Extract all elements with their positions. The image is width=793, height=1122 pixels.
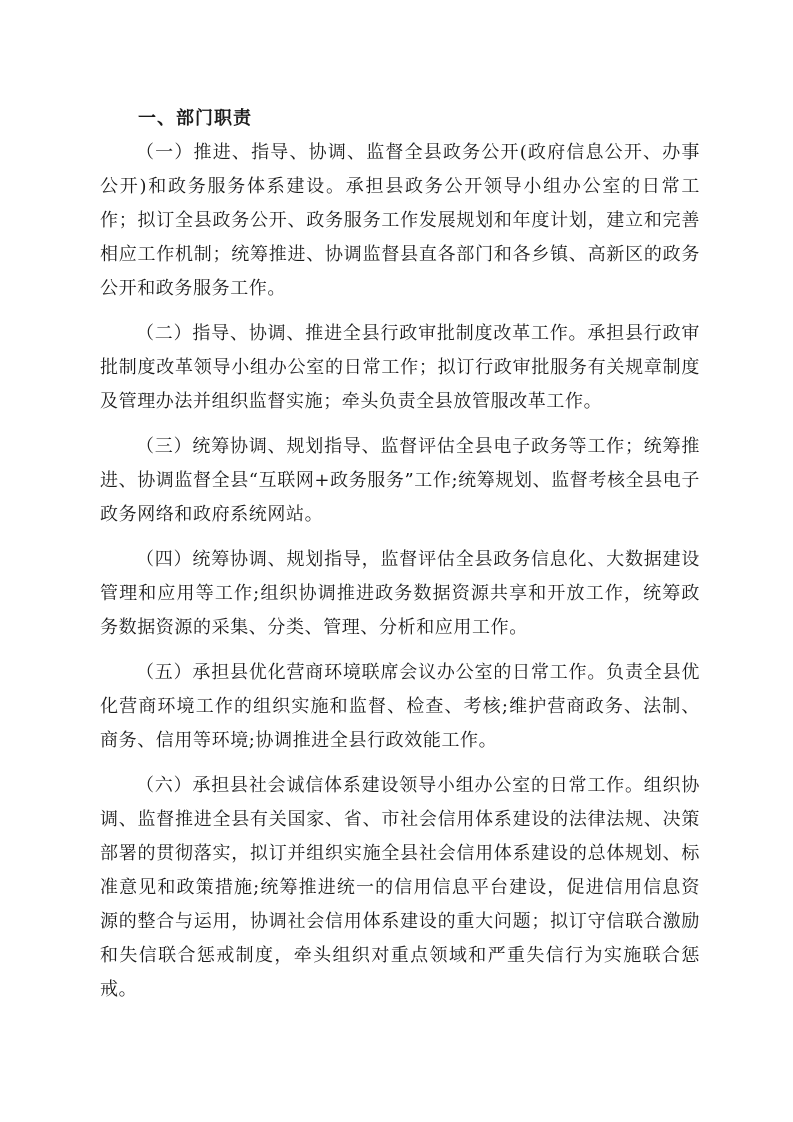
document-page [100, 102, 700, 1018]
paragraph-2: （二）指导、协调、推进全县行政审批制度改革工作。承担县行政审批制度改革领导小组办公室的日常工作；拟订行政审批服务有关规章制度及管理办法并组织监督实施；牵头负责全县放管服改革工作。 [100, 323, 700, 412]
paragraph-5: （五）承担县优化营商环境联席会议办公室的日常工作。负责全县优化营商环境工作的组织实施和监督、检查、考核;维护营商政务、法制、商务、信用等环境;协调推进全县行政效能工作。 [100, 662, 700, 751]
section-title: 一、部门职责 [138, 108, 252, 129]
paragraph-6: （六）承担县社会诚信体系建设领导小组办公室的日常工作。组织协调、监督推进全县有关国家、省、市社会信用体系建设的法律法规、决策部署的贯彻落实，拟订并组织实施全县社会信用体系建设的总体规划、标准意见和政策措施;统筹推进统一的信用信息平台建设，促进信用信息资源的整合与运用，协调社会信用体系建设的重大问题；拟订守信联合激励和失信联合惩戒制度，牵头组织对重点领域和严重失信行为实施联合惩戒。 [100, 775, 700, 1000]
paragraph-1: （一）推进、指导、协调、监督全县政务公开(政府信息公开、办事公开)和政务服务体系建设。承担县政务公开领导小组办公室的日常工作；拟订全县政务公开、政务服务工作发展规划和年度计划，建立和完善相应工作机制；统筹推进、协调监督县直各部门和各乡镇、高新区的政务公开和政务服务工作。 [100, 142, 700, 299]
paragraph-3: （三）统筹协调、规划指导、监督评估全县电子政务等工作；统筹推进、协调监督全县“互联网+政务服务”工作;统筹规划、监督考核全县电子政务网络和政府系统网站。 [100, 436, 700, 525]
paragraph-4: （四）统筹协调、规划指导，监督评估全县政务信息化、大数据建设管理和应用等工作;组织协调推进政务数据资源共享和开放工作，统筹政务数据资源的采集、分类、管理、分析和应用工作。 [100, 549, 700, 638]
